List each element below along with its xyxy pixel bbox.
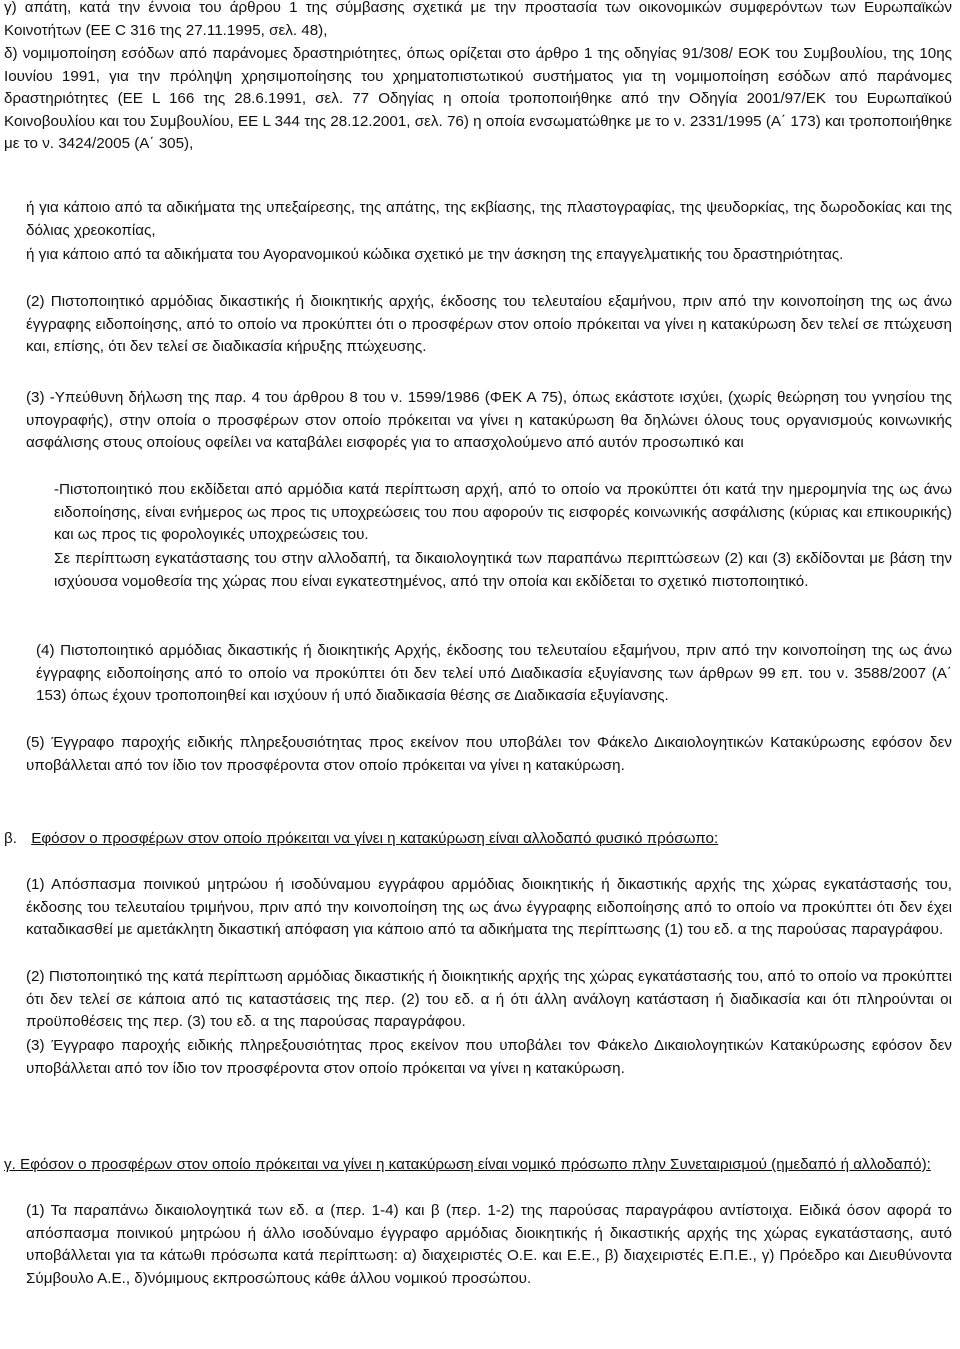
c-item-1-legal-entity-documents: (1) Τα παραπάνω δικαιολογητικά των εδ. α (περ. 1-4) και β (περ. 1-2) της παρούσας παραγράφου αντίστοιχα. Ειδικά όσον αφορά το απόσπασμα ποινικού μητρώου ή άλλο ισοδύναμο έγγραφο αρμόδιας διοικητικής ή δικαστικής αρχής της χώρας εγκατάστασης, αυτό υποβάλλεται για τα κάτωθι πρόσωπα κατά περίπτωση: α) διαχειριστές Ο.Ε. και Ε.Ε., β) διαχειριστές Ε.Π.Ε., γ) Πρόεδρο και Διευθύνοντα Σύμβουλο Α.Ε., δ)νόμιμους εκπροσώπους κάθε άλλου νομικού προσώπου. [26,1202,952,1287]
item-3-abroad-note: Σε περίπτωση εγκατάστασης του στην αλλοδαπή, τα δικαιολογητικά των παραπάνω περιπτώσεων (2) και (3) εκδίδονται με βάση την ισχύουσα νομοθεσία της χώρας που είναι εγκατεστημένος, από την οποία και εκδίδεται το σχετικό πιστοποιητικό. [54,550,952,590]
section-b-label: β. [4,830,17,847]
section-c-heading [4,1154,952,1177]
paragraph-exception-offences: ή για κάποιο από τα αδικήματα της υπεξαίρεσης, της απάτης, της εκβίασης, της πλαστογραφίας, της ψευδορκίας, της δωροδοκίας και της δόλιας χρεοκοπίας, [26,199,952,239]
item-4-restructuring-certificate: (4) Πιστοποιητικό αρμόδιας δικαστικής ή διοικητικής Αρχής, έκδοσης του τελευταίου εξαμήνου, πριν από την κοινοποίηση της ως άνω έγγραφης ειδοποίησης από το οποίο να προκύπτει ότι δεν τελεί υπό Διαδικασία εξυγίανσης των άρθρων 99 επ. του ν. 3588/2007 (Α΄ 153) όπως έχουν τροποποιηθεί και ισχύουν ή υπό διαδικασία θέσης σε Διαδικασία εξυγίανσης. [36,642,952,705]
b-item-1-criminal-record: (1) Απόσπασμα ποινικού μητρώου ή ισοδύναμου εγγράφου αρμόδιας διοικητικής ή δικαστικής αρχής της χώρας εγκατάστασής του, έκδοσης του τελευταίου τριμήνου, πριν από την κοινοποίηση της ως άνω έγγραφης ειδοποίησης από το οποίο να προκύπτει ότι δεν έχει καταδικασθεί με αμετάκλητη δικαστική απόφαση για κάποιο από τα αδικήματα της περίπτωσης (1) του εδ. α της παρούσας παραγράφου. [26,876,952,939]
section-b-heading [4,828,952,851]
item-3-solemn-declaration: (3) -Υπεύθυνη δήλωση της παρ. 4 του άρθρου 8 του ν. 1599/1986 (ΦΕΚ Α 75), όπως εκάστοτε ισχύει, (χωρίς θεώρηση του γνησίου της υπογραφής), στην οποία ο προσφέρων στον οποίο πρόκειται να γίνει η κατακύρωση θα δηλώνει όλους τους οργανισμούς κοινωνικής ασφάλισης στους οποίους οφείλει να καταβάλει εισφορές για το απασχολούμενο από αυτόν προσωπικό και [26,389,952,452]
paragraph-market-code: ή για κάποιο από τα αδικήματα του Αγορανομικού κώδικα σχετικό με την άσκηση της επαγγελματικής του δραστηριότητας. [26,246,844,263]
paragraph-delta-money-laundering: δ) νομιμοποίηση εσόδων από παράνομες δραστηριότητες, όπως ορίζεται στο άρθρο 1 της οδηγίας 91/308/ ΕΟΚ του Συμβουλίου, της 10ης Ιουνίου 1991, για την πρόληψη χρησιμοποίησης του χρηματοπιστωτικού συστήματος για τη νομιμοποίηση εσόδων από παράνομες δραστηριότητες (ΕΕ L 166 της 28.6.1991, σελ. 77 Οδηγίας η οποία τροποποιήθηκε από την Οδηγία 2001/97/ΕΚ του Ευρωπαϊκού Κοινοβουλίου και του Συμβουλίου, ΕΕ L 344 της 28.12.2001, σελ. 76) η οποία ενσωματώθηκε με το ν. 2331/1995 (Α΄ 173) και τροποποιήθηκε με το ν. 3424/2005 (Α΄ 305), [4,45,952,153]
paragraph-gamma-offence: γ) απάτη, κατά την έννοια του άρθρου 1 της σύμβασης σχετικά με την προστασία των οικονομικών συμφερόντων των Ευρωπαϊκών Κοινοτήτων (ΕΕ C 316 της 27.11.1995, σελ. 48), [4,0,952,39]
section-b-title: Εφόσον ο προσφέρων στον οποίο πρόκειται να γίνει η κατακύρωση είναι αλλοδαπό φυσικό πρόσωπο: [31,830,719,847]
item-3-insurance-certificate: -Πιστοποιητικό που εκδίδεται από αρμόδια κατά περίπτωση αρχή, από το οποίο να προκύπτει ότι κατά την ημερομηνία της ως άνω ειδοποίησης, είναι ενήμερος ως προς τις υποχρεώσεις του που αφορούν τις εισφορές κοινωνικής ασφάλισης (κύριας και επικουρικής) και ως προς τις φορολογικές υποχρεώσεις του. [54,481,952,544]
b-item-3-power-of-attorney: (3) Έγγραφο παροχής ειδικής πληρεξουσιότητας προς εκείνον που υποβάλει τον Φάκελο Δικαιολογητικών Κατακύρωσης εφόσον δεν υποβάλλεται από τον ίδιο τον προσφέροντα στον οποίο πρόκειται να γίνει η κατακύρωση. [26,1037,952,1077]
item-5-power-of-attorney: (5) Έγγραφο παροχής ειδικής πληρεξουσιότητας προς εκείνον που υποβάλει τον Φάκελο Δικαιολογητικών Κατακύρωσης εφόσον δεν υποβάλλεται από τον ίδιο τον προσφέροντα στον οποίο πρόκειται να γίνει η κατακύρωση. [26,734,952,774]
section-c-title: γ. Εφόσον ο προσφέρων στον οποίο πρόκειται να γίνει η κατακύρωση είναι νομικό πρόσωπο πλην Συνεταιρισμού (ημεδαπό ή αλλοδαπό): [4,1156,931,1173]
item-2-bankruptcy-certificate: (2) Πιστοποιητικό αρμόδιας δικαστικής ή διοικητικής αρχής, έκδοσης του τελευταίου εξαμήνου, πριν από την κοινοποίηση της ως άνω έγγραφης ειδοποίησης, από το οποίο να προκύπτει ότι ο προσφέρων στον οποίο πρόκειται να γίνει η κατακύρωση δεν τελεί σε πτώχευση και, επίσης, ότι δεν τελεί σε διαδικασία κήρυξης πτώχευσης. [26,293,952,356]
b-item-2-authority-certificate: (2) Πιστοποιητικό της κατά περίπτωση αρμόδιας δικαστικής ή διοικητικής αρχής της χώρας εγκατάστασής του, από το οποίο να προκύπτει ότι δεν τελεί σε κάποια από τις καταστάσεις της περ. (2) του εδ. α ή ότι άλλη ανάλογη κατάσταση ή διαδικασία και ότι πληρούνται οι προϋποθέσεις της περ. (3) του εδ. α της παρούσας παραγράφου. [26,968,952,1031]
